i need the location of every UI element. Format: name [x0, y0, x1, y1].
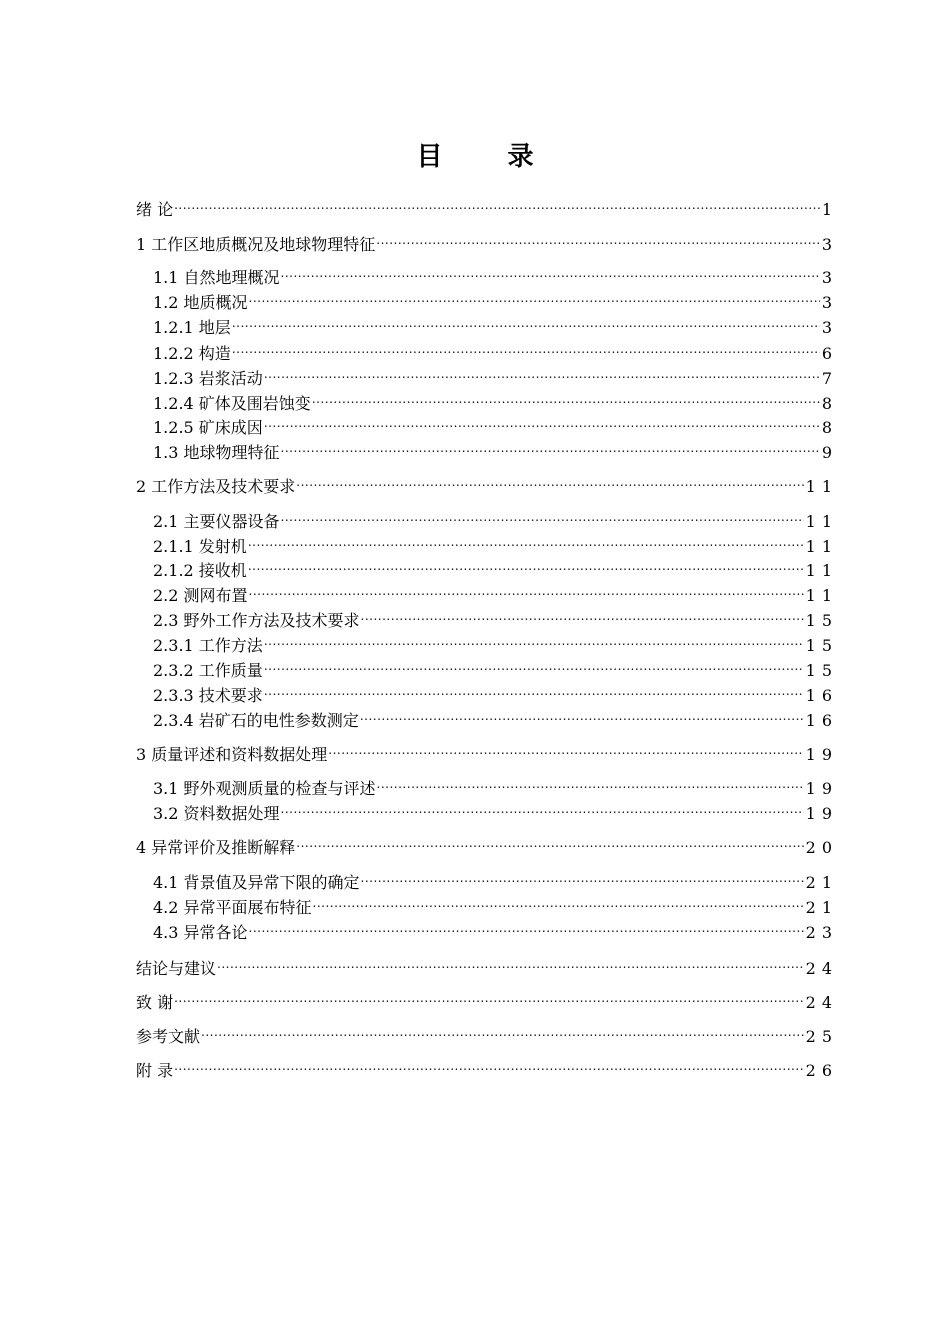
toc-leader-dots [264, 652, 804, 676]
toc-entry-page-number: 19 [805, 804, 838, 823]
toc-entry-label: 2.3.3 技术要求 [153, 686, 263, 705]
toc-leader-dots [296, 829, 803, 853]
toc-entry-page-number: 24 [805, 993, 838, 1012]
toc-entry[interactable] [153, 528, 838, 556]
toc-entry-page-number: 1 [821, 200, 838, 219]
toc-leader-dots [174, 1052, 804, 1076]
toc-entry[interactable] [136, 984, 838, 1012]
toc-entry[interactable] [136, 736, 838, 764]
toc-leader-dots [232, 335, 820, 359]
toc-entry[interactable] [153, 795, 838, 823]
toc-leader-dots [313, 889, 804, 913]
toc-entry-label: 2.3.2 工作质量 [153, 661, 263, 680]
toc-entry[interactable] [153, 309, 838, 337]
toc-entry-page-number: 20 [805, 838, 838, 857]
toc-leader-dots [248, 528, 804, 552]
toc-entry-page-number: 9 [821, 443, 838, 462]
toc-leader-dots [361, 864, 804, 888]
toc-entry-label: 3 质量评述和资料数据处理 [136, 745, 328, 764]
toc-entry-page-number: 15 [805, 661, 838, 680]
toc-entry-page-number: 15 [805, 611, 838, 630]
toc-entry-label: 1.2.1 地层 [153, 318, 231, 337]
toc-entry-page-number: 3 [821, 293, 838, 312]
toc-leader-dots [377, 770, 804, 794]
toc-entry-page-number: 11 [805, 537, 838, 556]
toc-entry-label: 1.2.3 岩浆活动 [153, 369, 263, 388]
toc-entry-label: 2 工作方法及技术要求 [136, 477, 296, 496]
page-title: 目 录 [416, 142, 562, 172]
toc-entry[interactable] [136, 829, 838, 857]
toc-entry[interactable] [136, 1018, 838, 1046]
toc-entry-page-number: 6 [821, 344, 838, 363]
toc-leader-dots [249, 284, 820, 308]
toc-entry-label: 2.1.2 接收机 [153, 561, 247, 580]
toc-entry-page-number: 26 [805, 1061, 838, 1080]
toc-entry[interactable] [153, 914, 838, 942]
toc-leader-dots [174, 984, 804, 1008]
toc-entry-page-number: 3 [821, 318, 838, 337]
toc-entry[interactable] [136, 226, 838, 254]
toc-entry[interactable] [153, 335, 838, 363]
toc-entry[interactable] [136, 191, 838, 219]
toc-entry[interactable] [153, 677, 838, 705]
toc-entry-page-number: 21 [805, 898, 838, 917]
toc-entry-label: 1.2 地质概况 [153, 293, 248, 312]
toc-leader-dots [248, 552, 804, 576]
toc-entry-page-number: 11 [805, 477, 838, 496]
toc-leader-dots [232, 309, 820, 333]
toc-leader-dots [264, 360, 820, 384]
toc-leader-dots [281, 503, 804, 527]
toc-leader-dots [328, 736, 803, 760]
toc-entry-label: 2.1 主要仪器设备 [153, 512, 280, 531]
toc-entry[interactable] [153, 385, 838, 413]
toc-entry-label: 结论与建议 [136, 959, 217, 978]
toc-entry-label: 2.3.4 岩矿石的电性参数测定 [153, 711, 359, 730]
toc-entry[interactable] [153, 652, 838, 680]
toc-entry-page-number: 21 [805, 873, 838, 892]
toc-entry[interactable] [153, 770, 838, 798]
toc-leader-dots [201, 1018, 804, 1042]
toc-entry-label: 附 录 [136, 1061, 174, 1080]
toc-entry-page-number: 7 [821, 369, 838, 388]
toc-entry-label: 3.1 野外观测质量的检查与评述 [153, 779, 376, 798]
toc-leader-dots [174, 191, 820, 215]
toc-entry-label: 4.3 异常各论 [153, 923, 248, 942]
toc-entry[interactable] [153, 259, 838, 287]
toc-entry-page-number: 24 [805, 959, 838, 978]
toc-entry-page-number: 3 [821, 268, 838, 287]
toc-entry[interactable] [153, 577, 838, 605]
toc-entry[interactable] [153, 409, 838, 437]
toc-entry-page-number: 16 [805, 711, 838, 730]
toc-entry[interactable] [153, 434, 838, 462]
toc-leader-dots [264, 627, 804, 651]
toc-entry-page-number: 19 [805, 779, 838, 798]
toc-entry[interactable] [153, 360, 838, 388]
toc-entry-page-number: 23 [805, 923, 838, 942]
toc-entry-label: 参考文献 [136, 1027, 201, 1046]
toc-entry-label: 2.3.1 工作方法 [153, 636, 263, 655]
toc-entry-label: 4 异常评价及推断解释 [136, 838, 296, 857]
toc-entry-label: 绪 论 [136, 200, 174, 219]
toc-entry-page-number: 8 [821, 394, 838, 413]
toc-leader-dots [361, 602, 804, 626]
toc-entry-label: 1.2.2 构造 [153, 344, 231, 363]
toc-entry[interactable] [136, 468, 838, 496]
toc-leader-dots [376, 226, 820, 250]
toc-entry-label: 1.3 地球物理特征 [153, 443, 280, 462]
toc-entry[interactable] [153, 503, 838, 531]
toc-entry-label: 1.2.4 矿体及围岩蚀变 [153, 394, 311, 413]
toc-leader-dots [264, 677, 804, 701]
toc-entry-page-number: 16 [805, 686, 838, 705]
toc-entry[interactable] [136, 950, 838, 978]
toc-leader-dots [312, 385, 820, 409]
toc-entry-page-number: 15 [805, 636, 838, 655]
toc-entry-label: 1.2.5 矿床成因 [153, 418, 263, 437]
toc-entry-label: 2.3 野外工作方法及技术要求 [153, 611, 360, 630]
toc-entry[interactable] [153, 889, 838, 917]
toc-entry-label: 2.2 测网布置 [153, 586, 248, 605]
toc-entry[interactable] [153, 627, 838, 655]
toc-entry-page-number: 8 [821, 418, 838, 437]
toc-entry-page-number: 3 [821, 235, 838, 254]
toc-leader-dots [360, 702, 804, 726]
toc-leader-dots [217, 950, 804, 974]
toc-entry-page-number: 19 [805, 745, 838, 764]
toc-entry-page-number: 25 [805, 1027, 838, 1046]
toc-leader-dots [249, 577, 804, 601]
toc-leader-dots [296, 468, 803, 492]
toc-leader-dots [281, 434, 820, 458]
toc-leader-dots [281, 795, 804, 819]
toc-entry[interactable] [153, 864, 838, 892]
toc-entry[interactable] [153, 284, 838, 312]
toc-entry[interactable] [153, 702, 838, 730]
toc-leader-dots [249, 914, 804, 938]
toc-entry-label: 1.1 自然地理概况 [153, 268, 280, 287]
toc-entry-label: 4.1 背景值及异常下限的确定 [153, 873, 360, 892]
toc-entry[interactable] [153, 602, 838, 630]
toc-leader-dots [264, 409, 820, 433]
toc-entry-label: 致 谢 [136, 993, 174, 1012]
toc-entry-label: 4.2 异常平面展布特征 [153, 898, 312, 917]
toc-entry-label: 1 工作区地质概况及地球物理特征 [136, 235, 376, 254]
toc-entry-page-number: 11 [805, 561, 838, 580]
toc-entry[interactable] [153, 552, 838, 580]
toc-entry-page-number: 11 [805, 512, 838, 531]
toc-entry-label: 3.2 资料数据处理 [153, 804, 280, 823]
toc-entry[interactable] [136, 1052, 838, 1080]
toc-leader-dots [281, 259, 820, 283]
toc-entry-page-number: 11 [805, 586, 838, 605]
toc-entry-label: 2.1.1 发射机 [153, 537, 247, 556]
